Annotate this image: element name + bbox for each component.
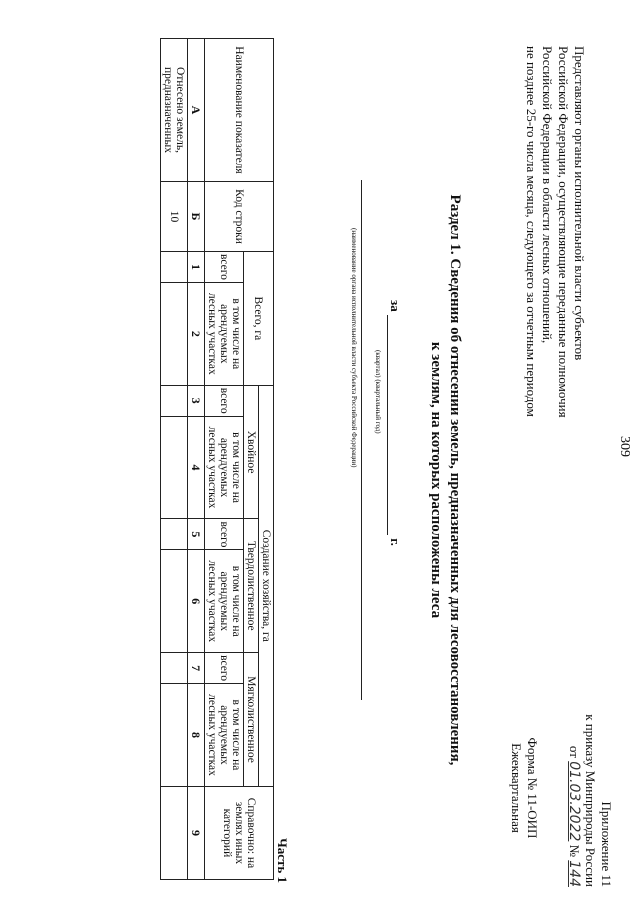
header-code: Код строки	[205, 182, 274, 252]
header-hardwood: Твердолиственное	[244, 519, 259, 653]
sub-all-1: всего	[205, 252, 244, 283]
part-label: Часть 1	[275, 838, 290, 883]
sub-all-4: всего	[205, 653, 244, 684]
sub-incl-3: в том числе на арендуемых лесных участках	[205, 550, 244, 653]
header-softwood: Мягколиственное	[244, 653, 259, 787]
period-caption: (квартал) (квартальный год)	[374, 350, 382, 434]
sub-incl-2: в том числе на арендуемых лесных участках	[205, 416, 244, 519]
form-number: Форма № 11-ОИП	[525, 737, 540, 839]
header-name: Наименование показателя	[205, 39, 274, 182]
appendix-block	[566, 657, 614, 887]
sub-all-2: всего	[205, 385, 244, 416]
header-creation: Создание хозяйства, га	[259, 385, 274, 786]
table-row	[161, 39, 188, 880]
page-number: 309	[617, 436, 632, 457]
form-frequency: Ежеквартальная	[509, 743, 524, 833]
column-numbers-row: А Б 1 2 3 4 5 6 7 8 9	[188, 39, 205, 880]
appendix-order: к приказу Минприроды России	[583, 714, 598, 887]
organ-caption: (наименование органа исполнительной власти субъекта Российской Федерации)	[350, 228, 358, 468]
form-block	[508, 713, 540, 863]
sub-all-3: всего	[205, 519, 244, 550]
organ-line	[361, 180, 376, 700]
handwritten-date: 01.03.2022	[566, 761, 582, 842]
data-table	[160, 38, 274, 880]
appendix-title: Приложение 11	[599, 801, 614, 887]
submission-note: Представляют органы исполнительной власти субъектов Российской Федерации, осуществляющие переданные полномочия Российской Федерации в области лесных отношений, не позднее 25-го числа месяца, следующего за отчетным периодом	[524, 46, 587, 418]
header-conifer: Хвойное	[244, 385, 259, 519]
sub-incl-4: в том числе на арендуемых лесных участках	[205, 684, 244, 787]
header-total: Всего, га	[244, 252, 274, 386]
sub-incl-1: в том числе на арендуемых лесных участках	[205, 282, 244, 385]
row-name: Отнесено земель, предназначенных	[161, 39, 188, 182]
period-line: за г.	[388, 300, 403, 546]
row-code: 10	[161, 182, 188, 252]
header-reference: Справочно: на землях иных категорий	[205, 786, 274, 879]
appendix-date-line: от 01.03.2022 № 144	[566, 745, 582, 887]
handwritten-number: 144	[566, 860, 582, 887]
section-title: Раздел 1. Сведения об отнесении земель, предназначенных для лесовосстановления, к землям, на которых расположены леса	[428, 194, 463, 766]
